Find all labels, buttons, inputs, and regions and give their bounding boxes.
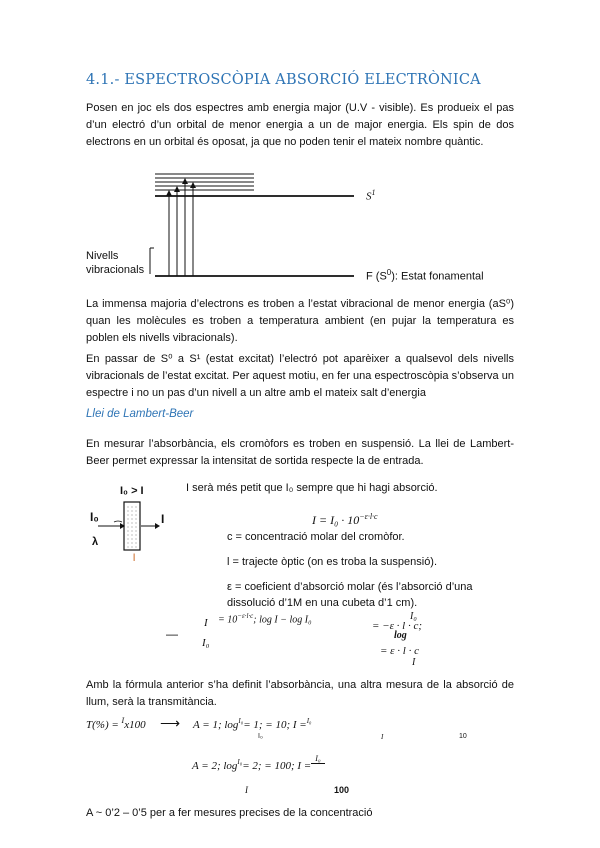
A2-den-I: I	[245, 785, 248, 795]
energy-level-diagram	[150, 168, 360, 280]
A1-den: I₀	[306, 717, 312, 725]
right-arrow-icon: ⟶	[160, 715, 181, 731]
s1-label-sup: 1	[371, 188, 376, 197]
def-c: c = concentració molar del cromòfor.	[227, 531, 405, 543]
derivation-r2: = ε · l · c	[380, 645, 419, 657]
ground-label-suffix: ): Estat fonamental	[391, 270, 484, 283]
derivation-I0-bottom: I₀	[202, 637, 210, 649]
derivation-I-top: I	[204, 617, 208, 629]
intro-paragraph: Posen en joc els dos espectres amb energia major (U.V - visible). Es produeix el pas d’un electró d’un orbital de menor energia a un de major energia. Els spin de dos electrons en un orbital és oposat, ja que no poden tenir el mateix nombre quàntic.	[86, 102, 514, 148]
cuvette-right-label: I	[161, 512, 165, 526]
vibrational-label	[86, 249, 144, 277]
arrow-head	[182, 178, 188, 184]
cuvette-lambda-label: λ	[92, 536, 99, 548]
A2-rest: = 2; = 100; I =	[242, 760, 312, 772]
vibrational-bracket	[146, 246, 156, 276]
para-absorbance: Amb la fórmula anterior s’ha definit l’absorbància, una altra mesura de la absorció de llum, serà la transmitància.	[86, 679, 514, 708]
A1-num: I₀	[238, 717, 244, 725]
cuvette-top-label: I₀ > I	[120, 485, 144, 497]
cuvette-bottom-label: l	[133, 553, 136, 564]
ground-state-label	[366, 268, 484, 283]
s1-label-text: S	[366, 190, 372, 203]
derivation-eq1	[218, 612, 312, 625]
formula-main-exp: −ε·l·c	[359, 512, 378, 521]
arrow-head	[190, 182, 196, 188]
A2-text: A = 2; log	[192, 760, 238, 772]
derivation-r-log: log	[394, 630, 407, 641]
eq1-exp: −ε·l·c	[237, 612, 254, 620]
arrow-head	[174, 186, 180, 192]
cuvette-left-label: I₀	[90, 510, 99, 524]
A1-sub-I0: I₀	[258, 733, 263, 740]
A2-den-100: 100	[334, 785, 350, 795]
arrow-head	[166, 190, 172, 196]
T-rest: x100	[124, 719, 146, 731]
derivation-dash: —	[166, 627, 178, 641]
para-lambert: En mesurar l’absorbància, els cromòfors es troben en suspensió. La llei de Lambert-Beer permet expressar la intensitat de sortida respecte la de entrada.	[86, 438, 514, 467]
para-transition: En passar de S⁰ a S¹ (estat excitat) l’electró pot aparèixer a qualsevol dels nivells vibracionals de l’estat excitat. Per aquest motiu, en fer una espectroscòpia s’observa un espectre i no un pas d’un nivell a un altre amb el mateix salt d’energia	[86, 353, 514, 399]
formula-main-text: I = I₀ · 10	[312, 513, 360, 527]
note-intensity: I serà més petit que I₀ sempre que hi hagi absorció.	[186, 482, 438, 494]
A1-formula	[193, 719, 311, 731]
derivation-r-I: I	[412, 657, 416, 668]
section-title: 4.1.- ESPECTROSCÒPIA ABSORCIÓ ELECTRÒNICA	[86, 72, 481, 88]
lambert-beer-heading: Llei de Lambert-Beer	[86, 408, 194, 420]
def-epsilon-line2: dissolució d’1M en una cubeta d’1 cm).	[227, 597, 418, 609]
A1-den-10: 10	[459, 733, 467, 740]
def-epsilon-line1: ε = coeficient d’absorció molar (és l’absorció d’una	[227, 581, 473, 593]
derivation-r-I0: I₀	[410, 611, 417, 622]
derivation-r1: = −ε · l · c;	[372, 620, 423, 632]
eq1-text: = 10	[218, 614, 238, 626]
vibrational-label-line1: Nivells	[86, 250, 119, 262]
lambert-beer-formula	[312, 512, 378, 528]
vibrational-label-line2: vibracionals	[86, 264, 145, 276]
final-note: A ~ 0’2 – 0’5 per a fer mesures precises de la concentració	[86, 807, 373, 819]
transmittance-formula	[86, 716, 146, 731]
s1-label	[366, 188, 376, 203]
para-majority: La immensa majoria d’electrons es troben a l’estat vibracional de menor energia (aS⁰) quan les molècules es troben a temperatura ambient (en pujar la temperatura es poblen els nivells vibracionals).	[86, 298, 514, 344]
A1-rest: = 1; = 10; I =	[243, 719, 307, 731]
ground-label-sup: 0	[386, 268, 392, 277]
T-formula: T(%) =	[86, 719, 122, 731]
eq1-rest: ; log I − log I₀	[253, 614, 312, 626]
ground-label-text: F (S	[366, 270, 387, 283]
A2-formula	[192, 754, 325, 772]
cuvette-drawing	[96, 500, 166, 570]
A1-text: A = 1; log	[193, 719, 239, 731]
A2-num: I₀	[237, 758, 243, 766]
T-frac-num: I	[121, 716, 125, 725]
def-l: l = trajecte òptic (on es troba la suspensió).	[227, 556, 438, 568]
A2-num2: I₀	[311, 754, 324, 764]
A1-den-I: I	[381, 733, 384, 741]
